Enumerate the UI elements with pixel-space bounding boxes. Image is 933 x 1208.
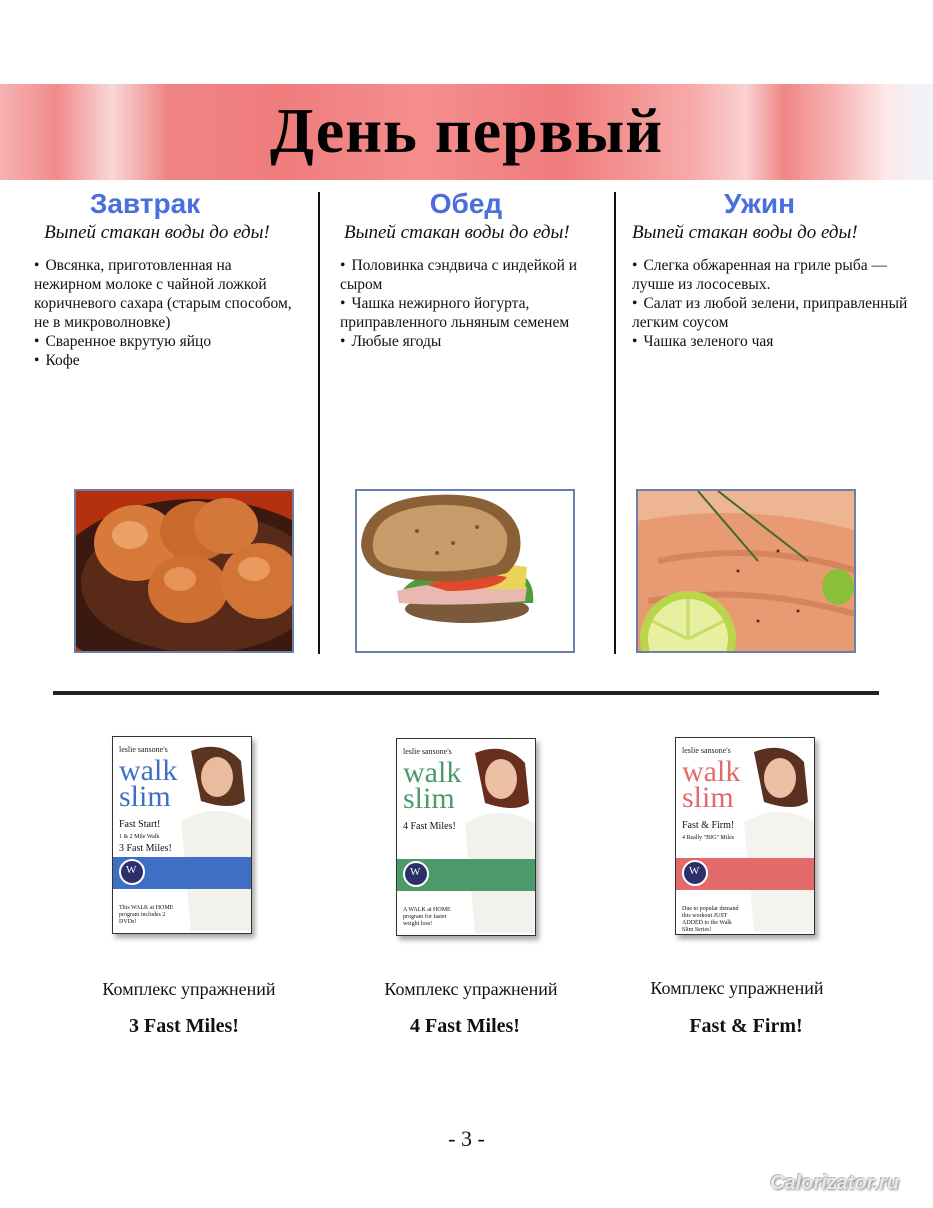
- meal-column-lunch: [338, 186, 608, 351]
- page-title: День первый: [269, 95, 664, 166]
- workout-title: 3 Fast Miles!: [129, 1015, 239, 1037]
- workout-label: Комплекс упражнений: [650, 978, 824, 998]
- list-item: • Кофе: [34, 352, 80, 369]
- workout-label: Комплекс упражнений: [384, 979, 558, 999]
- sandwich-photo: [355, 489, 575, 653]
- column-divider: [614, 192, 616, 654]
- workout-title: Fast & Firm!: [689, 1015, 803, 1037]
- water-tip: Выпей стакан воды до еды!: [44, 222, 270, 243]
- page-number: - 3 -: [448, 1126, 485, 1151]
- salmon-photo: [636, 489, 856, 653]
- list-item: • Сваренное вкрутую яйцо: [34, 333, 212, 350]
- dvd-cover-fast-and-firm: leslie sansone's walk slim Fast & Firm! 4 Really "BIG" Miles W Due to popular demand this workout JUST ADDED to the Walk Slim Series!: [675, 737, 815, 935]
- water-tip: Выпей стакан воды до еды!: [344, 222, 570, 243]
- water-tip: Выпей стакан воды до еды!: [632, 222, 858, 243]
- list-item: • Овсянка, приготовленная на нежирном молоке с чайной ложкой коричневого сахара (старым способом, не в микроволновке): [34, 257, 292, 331]
- column-divider: [318, 192, 320, 654]
- eggs-photo: [74, 489, 294, 653]
- list-item: • Любые ягоды: [340, 333, 442, 350]
- meal-column-breakfast: [12, 186, 302, 370]
- list-item: • Половинка сэндвича с индейкой и сыром: [340, 257, 578, 293]
- meal-heading: Завтрак: [89, 188, 201, 219]
- list-item: • Чашка нежирного йогурта, приправленного льняным семенем: [340, 295, 570, 331]
- list-item: • Салат из любой зелени, приправленный легким соусом: [632, 295, 908, 331]
- meal-column-dinner: [630, 186, 915, 351]
- workout-label: Комплекс упражнений: [102, 979, 276, 999]
- watermark: Calorizator.ru: [770, 1172, 899, 1194]
- meal-heading: Обед: [429, 188, 503, 219]
- list-item: • Чашка зеленого чая: [632, 333, 774, 350]
- meal-items: [12, 256, 302, 370]
- section-divider: [53, 691, 879, 695]
- dvd-cover-4-fast-miles: leslie sansone's walk slim 4 Fast Miles! W A WALK at HOME program for faster weight loss!: [396, 738, 536, 936]
- meal-heading: Ужин: [723, 188, 796, 219]
- workout-title: 4 Fast Miles!: [410, 1015, 520, 1037]
- dvd-cover-3-fast-miles: leslie sansone's walk slim Fast Start! 1 & 2 Mile Walk 3 Fast Miles! W This WALK at HOME program includes 2 DVDs!: [112, 736, 252, 934]
- meal-items: [338, 256, 608, 351]
- meal-items: [630, 256, 915, 351]
- list-item: • Слегка обжаренная на гриле рыба — лучше из лососевых.: [632, 257, 887, 293]
